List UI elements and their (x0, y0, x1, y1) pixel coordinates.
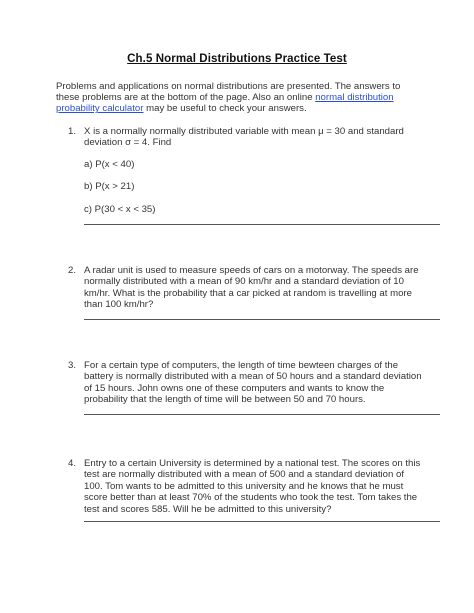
question-text: For a certain type of computers, the length of time bewteen charges of the battery is normally distributed with a mean of 50 hours and a standard deviation of 15 hours. John owns one of these computers and wants to know the probability that the length of time will be between 50 and 70 hours. (84, 360, 422, 406)
question-1 (68, 126, 424, 215)
question-text: A radar unit is used to measure speeds of cars on a motorway. The speeds are normally distributed with a mean of 90 km/hr and a standard deviation of 10 km/hr. What is the probability that a car picked at random is travelling at more than 100 km/hr? (84, 265, 419, 311)
question-2 (68, 265, 424, 311)
question-3 (68, 360, 424, 406)
question-number: 4. (68, 458, 77, 469)
intro-paragraph (56, 81, 426, 115)
question-number: 1. (68, 126, 77, 137)
answer-line-1 (84, 224, 440, 225)
answer-line-4 (84, 521, 440, 522)
question-part-b: b) P(x > 21) (84, 181, 135, 193)
page-title: Ch.5 Normal Distributions Practice Test (127, 53, 347, 65)
question-number: 2. (68, 265, 77, 276)
answer-line-2 (84, 319, 440, 320)
question-part-c: c) P(30 < x < 35) (84, 203, 156, 215)
intro-text-after: may be useful to check your answers. (143, 103, 307, 115)
calculator-link[interactable]: normal distribution probability calculator (56, 92, 394, 115)
answer-line-3 (84, 414, 440, 415)
intro-text-before: Problems and applications on normal distributions are presented. The answers to these problems are at the bottom of the page. Also an online (56, 81, 401, 104)
question-number: 3. (68, 360, 77, 371)
question-part-a: a) P(x < 40) (84, 158, 135, 170)
question-text: Entry to a certain University is determined by a national test. The scores on this test are normally distributed with a mean of 500 and a standard deviation of 100. Tom wants to be admitted to this university and he knows that he must score better than at least 70% of the students who took the test. Tom takes the test and scores 585. Will he be admitted to this university? (84, 458, 421, 515)
question-text: X is a normally normally distributed variable with mean μ = 30 and standard deviation σ = 4. Find (84, 126, 404, 149)
question-4 (68, 458, 424, 515)
